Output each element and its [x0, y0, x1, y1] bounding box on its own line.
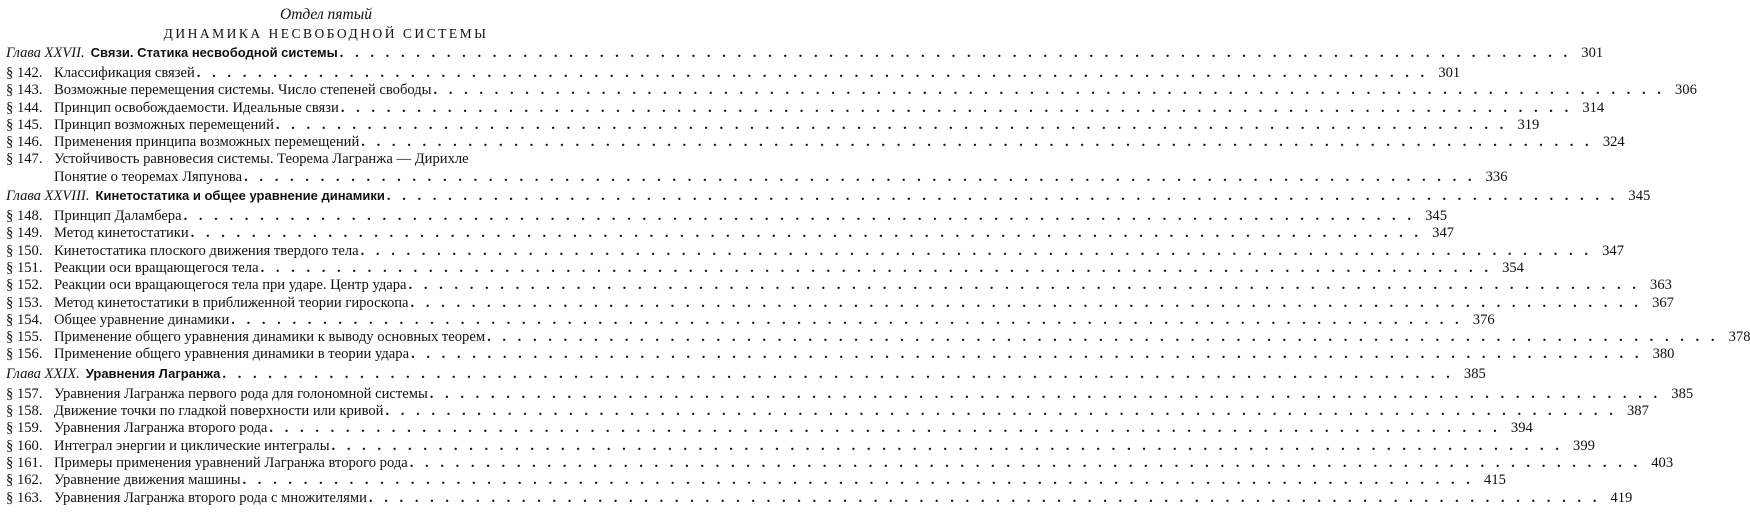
toc-entry[interactable] [6, 329, 1750, 346]
dot-leader [269, 420, 1500, 437]
chapter-number: Глава XXVII. [6, 45, 85, 61]
page-number: 319 [1517, 116, 1540, 133]
toc-entry[interactable] [6, 99, 1605, 117]
page-number: 306 [1675, 82, 1697, 99]
chapter-title: Кинетостатика и общее уравнение динамики [95, 188, 385, 204]
section-title: Применения принципа возможных перемещений [54, 134, 360, 151]
chapter-title: Уравнения Лагранжа [85, 365, 221, 381]
toc-entry[interactable] [6, 385, 1694, 403]
section-title: Метод кинетостатики [54, 225, 189, 242]
toc-entry[interactable] [6, 151, 1508, 186]
page-number: 301 [1581, 45, 1604, 61]
dot-leader [197, 65, 1428, 82]
section-number: § 160. [6, 437, 43, 454]
chapter-29 [6, 365, 1694, 507]
page-number: 415 [1484, 472, 1506, 489]
section-number: § 142. [6, 65, 43, 81]
section-title: Классификация связей [54, 65, 195, 81]
page-number: 394 [1510, 420, 1533, 437]
toc-entry[interactable] [6, 489, 1633, 507]
section-title: Возможные перемещения системы. Число степеней свободы [54, 82, 432, 99]
section-title: Кинетостатика плоского движения твердого тела [54, 242, 359, 259]
section-number: § 155. [6, 329, 43, 346]
section-number: § 143. [6, 82, 43, 99]
page-number: 347 [1602, 242, 1624, 259]
dot-leader [244, 169, 1475, 186]
page-number: 314 [1582, 99, 1605, 116]
section-title: Общее уравнение динамики [54, 311, 230, 328]
section-title: Уравнения Лагранжа первого рода для голономной системы [54, 385, 428, 402]
page-number: 387 [1626, 403, 1649, 420]
toc-entry[interactable] [6, 437, 1595, 455]
dot-leader [276, 117, 1507, 134]
chapter-number: Глава XXVIII. [6, 188, 90, 205]
section-number: § 156. [6, 346, 43, 363]
dot-leader [231, 312, 1462, 329]
toc-entry[interactable] [6, 82, 1697, 99]
section-title: Уравнение движения машины [54, 472, 241, 489]
toc-entry[interactable] [6, 311, 1495, 329]
section-number: § 146. [6, 134, 43, 151]
section-number: § 150. [6, 242, 43, 259]
toc-entry[interactable] [6, 208, 1447, 225]
section-title-wrapped [54, 151, 1508, 186]
section-title-continuation [54, 169, 1508, 186]
section-number: § 145. [6, 116, 43, 133]
page-number: 345 [1628, 188, 1651, 205]
section-title: Уравнения Лагранжа второго рода с множителями [54, 489, 367, 506]
section-title: Применение общего уравнения динамики к выводу основных теорем [54, 329, 486, 346]
page-number: 399 [1573, 437, 1595, 454]
chapter-number: Глава XXIX. [6, 365, 80, 382]
page-number: 345 [1425, 208, 1447, 225]
chapter-heading[interactable] [6, 365, 1486, 386]
division-heading: Отдел пятый [280, 6, 372, 23]
section-number: § 162. [6, 472, 43, 489]
dot-leader [261, 260, 1492, 277]
chapter-28 [6, 188, 1750, 364]
dot-leader [410, 455, 1641, 472]
section-title: Реакции оси вращающегося тела при ударе. Центр удара [54, 277, 407, 294]
dot-leader [361, 243, 1592, 260]
dot-leader [433, 82, 1664, 99]
section-number: § 144. [6, 99, 43, 116]
toc-entry[interactable] [6, 225, 1455, 242]
page-number: 301 [1438, 65, 1461, 81]
section-title: Метод кинетостатики в приближенной теории гироскопа [54, 294, 409, 311]
section-number: § 151. [6, 259, 43, 276]
page-number: 347 [1432, 225, 1455, 242]
section-title: Уравнения Лагранжа второго рода [54, 420, 268, 437]
dot-leader [411, 346, 1642, 363]
dot-leader [191, 225, 1422, 242]
dot-leader [184, 208, 1415, 225]
page-number: 385 [1463, 365, 1486, 382]
dot-leader [243, 472, 1474, 489]
toc-entry[interactable] [6, 116, 1540, 134]
section-title: Принцип Даламбера [54, 208, 182, 225]
table-of-contents [6, 45, 1750, 509]
dot-leader [361, 134, 1592, 151]
section-title: Реакции оси вращающегося тела [54, 259, 259, 276]
section-number: § 159. [6, 420, 43, 437]
section-title: Принцип освобождаемости. Идеальные связи [54, 99, 339, 116]
section-number: § 148. [6, 208, 43, 225]
section-number: § 149. [6, 225, 43, 242]
section-title: Интеграл энергии и циклические интегралы [54, 437, 330, 454]
toc-entry[interactable] [6, 134, 1625, 151]
toc-entry[interactable] [6, 454, 1674, 472]
page-number: 367 [1652, 294, 1674, 311]
section-number: § 161. [6, 454, 43, 471]
dot-leader [387, 188, 1618, 205]
page-number: 380 [1652, 346, 1675, 363]
toc-entry[interactable] [6, 294, 1674, 312]
chapter-heading[interactable] [6, 45, 1604, 65]
section-title-line2: Понятие о теоремах Ляпунова [54, 168, 243, 185]
dot-leader [332, 438, 1563, 455]
section-title: Принцип возможных перемещений [54, 116, 274, 133]
dot-leader [430, 386, 1661, 403]
dot-leader [341, 100, 1572, 117]
chapter-title: Связи. Статика несвободной системы [90, 45, 338, 60]
toc-entry[interactable] [6, 277, 1672, 294]
dot-leader [340, 45, 1571, 62]
toc-entry[interactable] [6, 259, 1524, 277]
chapter-heading[interactable] [6, 188, 1651, 208]
page-number: 324 [1602, 134, 1625, 151]
section-title: Примеры применения уравнений Лагранжа второго рода [54, 454, 408, 471]
section-number: § 154. [6, 311, 43, 328]
section-number: § 152. [6, 277, 43, 294]
toc-entry[interactable] [6, 346, 1675, 363]
toc-entry[interactable] [6, 420, 1533, 437]
toc-entry[interactable] [6, 242, 1624, 260]
page-number: 376 [1472, 311, 1495, 328]
page-number: 385 [1671, 385, 1694, 402]
page-number: 336 [1485, 168, 1508, 185]
page-number: 419 [1610, 489, 1633, 506]
section-number: § 147. [6, 151, 43, 168]
toc-entry[interactable] [6, 403, 1649, 420]
page-number: 363 [1650, 277, 1672, 294]
section-number: § 163. [6, 489, 43, 506]
section-title: Применение общего уравнения динамики в теории удара [54, 346, 410, 363]
page-number: 378 [1728, 329, 1750, 346]
section-title: Устойчивость равновесия системы. Теорема Лагранжа — Дирихле [54, 151, 469, 168]
section-number: § 157. [6, 385, 43, 402]
page-number: 403 [1651, 454, 1674, 471]
dot-leader [411, 295, 1642, 312]
page-number: 354 [1502, 259, 1524, 276]
dot-leader [369, 490, 1600, 507]
dot-leader [487, 329, 1718, 346]
toc-entry[interactable] [6, 472, 1506, 489]
dot-leader [409, 277, 1640, 294]
section-number: § 153. [6, 294, 43, 311]
toc-entry[interactable] [6, 65, 1461, 82]
dot-leader [385, 403, 1616, 420]
section-number: § 158. [6, 403, 43, 420]
dot-leader [222, 366, 1453, 383]
part-title: ДИНАМИКА НЕСВОБОДНОЙ СИСТЕМЫ [163, 26, 489, 41]
section-title: Движение точки по гладкой поверхности или кривой [54, 403, 384, 420]
chapter-27 [6, 45, 1697, 186]
